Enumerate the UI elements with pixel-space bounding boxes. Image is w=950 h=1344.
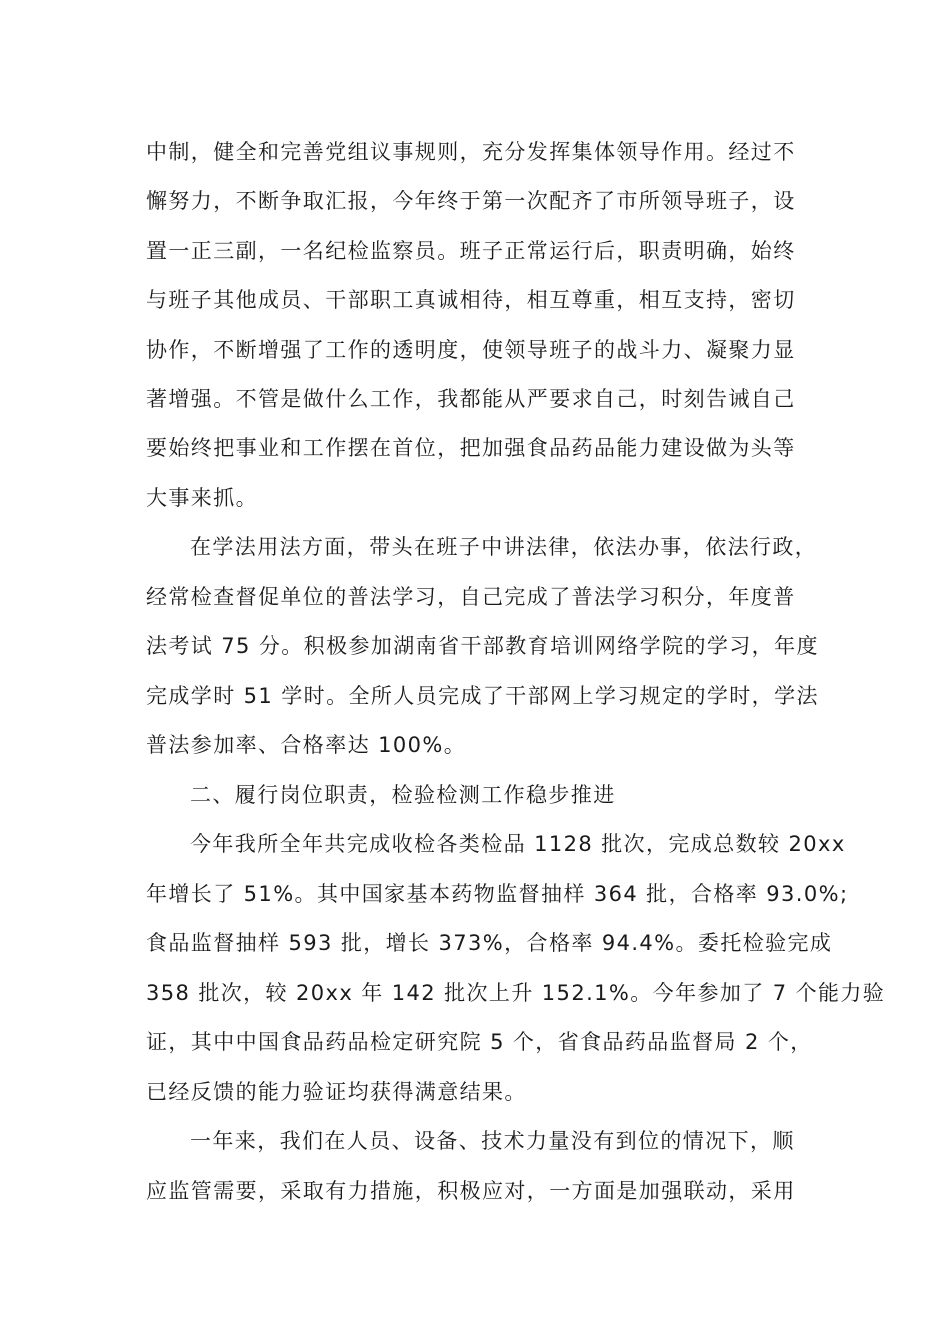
- text-line: 置一正三副，一名纪检监察员。班子正常运行后，职责明确，始终: [146, 239, 796, 263]
- paragraph-start-line: 今年我所全年共完成收检各类检品 1128 批次，完成总数较 20xx: [190, 832, 846, 856]
- text-line: 358 批次，较 20xx 年 142 批次上升 152.1%。今年参加了 7 个能力验: [146, 981, 886, 1005]
- text-line: 大事来抓。: [146, 486, 258, 510]
- text-line: 要始终把事业和工作摆在首位，把加强食品药品能力建设做为头等: [146, 436, 796, 460]
- paragraph-start-line: 在学法用法方面，带头在班子中讲法律，依法办事，依法行政，: [190, 535, 818, 559]
- text-line: 法考试 75 分。积极参加湖南省干部教育培训网络学院的学习，年度: [146, 634, 819, 658]
- text-line: 证，其中中国食品药品检定研究院 5 个，省食品药品监督局 2 个，: [146, 1030, 813, 1054]
- text-line: 普法参加率、合格率达 100%。: [146, 733, 467, 757]
- text-line: 中制，健全和完善党组议事规则，充分发挥集体领导作用。经过不: [146, 140, 796, 164]
- text-line: 经常检查督促单位的普法学习，自己完成了普法学习积分，年度普: [146, 585, 796, 609]
- paragraph-start-line: 一年来，我们在人员、设备、技术力量没有到位的情况下，顺: [190, 1129, 795, 1153]
- text-line: 著增强。不管是做什么工作，我都能从严要求自己，时刻告诫自己: [146, 387, 796, 411]
- text-line: 与班子其他成员、干部职工真诚相待，相互尊重，相互支持，密切: [146, 288, 796, 312]
- text-line: 完成学时 51 学时。全所人员完成了干部网上学习规定的学时，学法: [146, 684, 819, 708]
- text-line: 协作，不断增强了工作的透明度，使领导班子的战斗力、凝聚力显: [146, 338, 796, 362]
- text-line: 年增长了 51%。其中国家基本药物监督抽样 364 批，合格率 93.0%;: [146, 882, 849, 906]
- text-line: 已经反馈的能力验证均获得满意结果。: [146, 1080, 527, 1104]
- section-heading: 二、履行岗位职责，检验检测工作稳步推进: [190, 783, 616, 807]
- text-line: 应监管需要，采取有力措施，积极应对，一方面是加强联动，采用: [146, 1179, 796, 1203]
- text-line: 懈努力，不断争取汇报，今年终于第一次配齐了市所领导班子，设: [146, 189, 796, 213]
- text-line: 食品监督抽样 593 批，增长 373%，合格率 94.4%。委托检验完成: [146, 931, 833, 955]
